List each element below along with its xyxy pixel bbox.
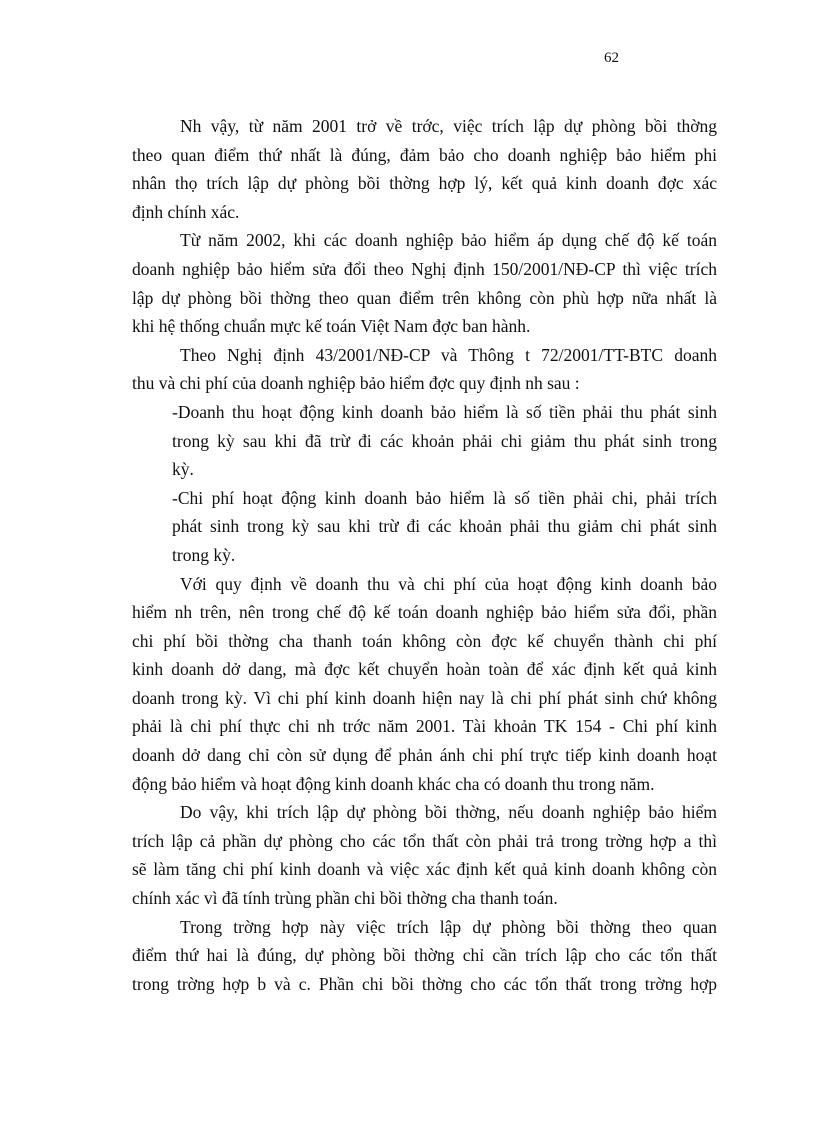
paragraph <box>132 570 717 799</box>
text-line: doanh dở dang chỉ còn sử dụng để phản ánh chi phí trực tiếp kinh doanh hoạt <box>132 745 717 766</box>
text-line: doanh nghiệp bảo hiểm sửa đổi theo Nghị định 150/2001/NĐ-CP thì việc trích <box>132 258 717 279</box>
text-line: Do vậy, khi trích lập dự phòng bồi thờng, nếu doanh nghiệp bảo hiểm <box>180 802 717 823</box>
text-line: phải là chi phí thực chi nh trớc năm 2001. Tài khoản TK 154 - Chi phí kinh <box>132 716 717 737</box>
document-body <box>132 112 717 998</box>
paragraph <box>132 913 717 999</box>
text-line: kinh doanh dở dang, mà đợc kết chuyển hoàn toàn để xác định kết quả kinh <box>132 659 717 680</box>
text-line: trích lập cả phần dự phòng cho các tổn thất còn phải trả trong trờng hợp a thì <box>132 830 717 851</box>
text-line: Nh vậy, từ năm 2001 trở về trớc, việc trích lập dự phòng bồi thờng <box>180 116 717 136</box>
text-line: sẽ làm tăng chi phí kinh doanh và việc xác định kết quả kinh doanh không còn <box>132 859 717 880</box>
paragraph <box>132 398 717 484</box>
text-line: lập dự phòng bồi thờng theo quan điểm trên không còn phù hợp nữa nhất là <box>132 287 717 308</box>
text-line: chi phí bồi thờng cha thanh toán không còn đợc kế chuyển thành chi phí <box>132 630 717 651</box>
text-line: Từ năm 2002, khi các doanh nghiệp bảo hiểm áp dụng chế độ kế toán <box>180 230 717 251</box>
text-line: doanh trong kỳ. Vì chi phí kinh doanh hiện nay là chi phí phát sinh chứ không <box>132 687 717 708</box>
text-line: trong kỳ sau khi đã trừ đi các khoản phải chi giảm thu phát sinh trong <box>172 430 717 451</box>
text-line: -Chi phí hoạt động kinh doanh bảo hiểm là số tiền phải chi, phải trích <box>172 487 717 508</box>
text-line: điểm thứ hai là đúng, dự phòng bồi thờng chỉ cần trích lập cho các tổn thất <box>132 945 717 966</box>
text-line: Với quy định về doanh thu và chi phí của hoạt động kinh doanh bảo <box>180 573 717 594</box>
text-line: nhân thọ trích lập dự phòng bồi thờng hợp lý, kết quả kinh doanh đợc xác <box>132 173 717 194</box>
text-line: theo quan điểm thứ nhất là đúng, đảm bảo cho doanh nghiệp bảo hiểm phi <box>132 144 717 165</box>
text-line: phát sinh trong kỳ sau khi trừ đi các khoản phải thu giảm chi phát sinh <box>172 516 717 537</box>
text-line: động bảo hiểm và hoạt động kinh doanh khác cha có doanh thu trong năm. <box>132 773 655 794</box>
text-line: Theo Nghị định 43/2001/NĐ-CP và Thông t 72/2001/TT-BTC doanh <box>180 344 717 365</box>
text-line: -Doanh thu hoạt động kinh doanh bảo hiểm là số tiền phải thu phát sinh <box>172 401 717 422</box>
text-line: định chính xác. <box>132 201 240 222</box>
text-line: kỳ. <box>172 459 194 480</box>
text-line: trong trờng hợp b và c. Phần chi bồi thờng cho các tổn thất trong trờng hợp <box>132 973 717 994</box>
paragraph <box>132 798 717 912</box>
paragraph <box>132 112 717 226</box>
text-line: Trong trờng hợp này việc trích lập dự phòng bồi thờng theo quan <box>180 916 717 937</box>
text-line: khi hệ thống chuẩn mực kế toán Việt Nam đợc ban hành. <box>132 316 531 337</box>
paragraph <box>132 484 717 570</box>
page-number: 62 <box>604 50 619 66</box>
text-line: trong kỳ. <box>172 544 236 565</box>
text-line: thu và chi phí của doanh nghiệp bảo hiểm đợc quy định nh sau : <box>132 373 580 394</box>
text-line: hiểm nh trên, nên trong chế độ kế toán doanh nghiệp bảo hiểm sửa đổi, phần <box>132 602 717 623</box>
paragraph <box>132 341 717 398</box>
text-line: chính xác vì đã tính trùng phần chi bồi thờng cha thanh toán. <box>132 888 558 909</box>
paragraph <box>132 226 717 340</box>
